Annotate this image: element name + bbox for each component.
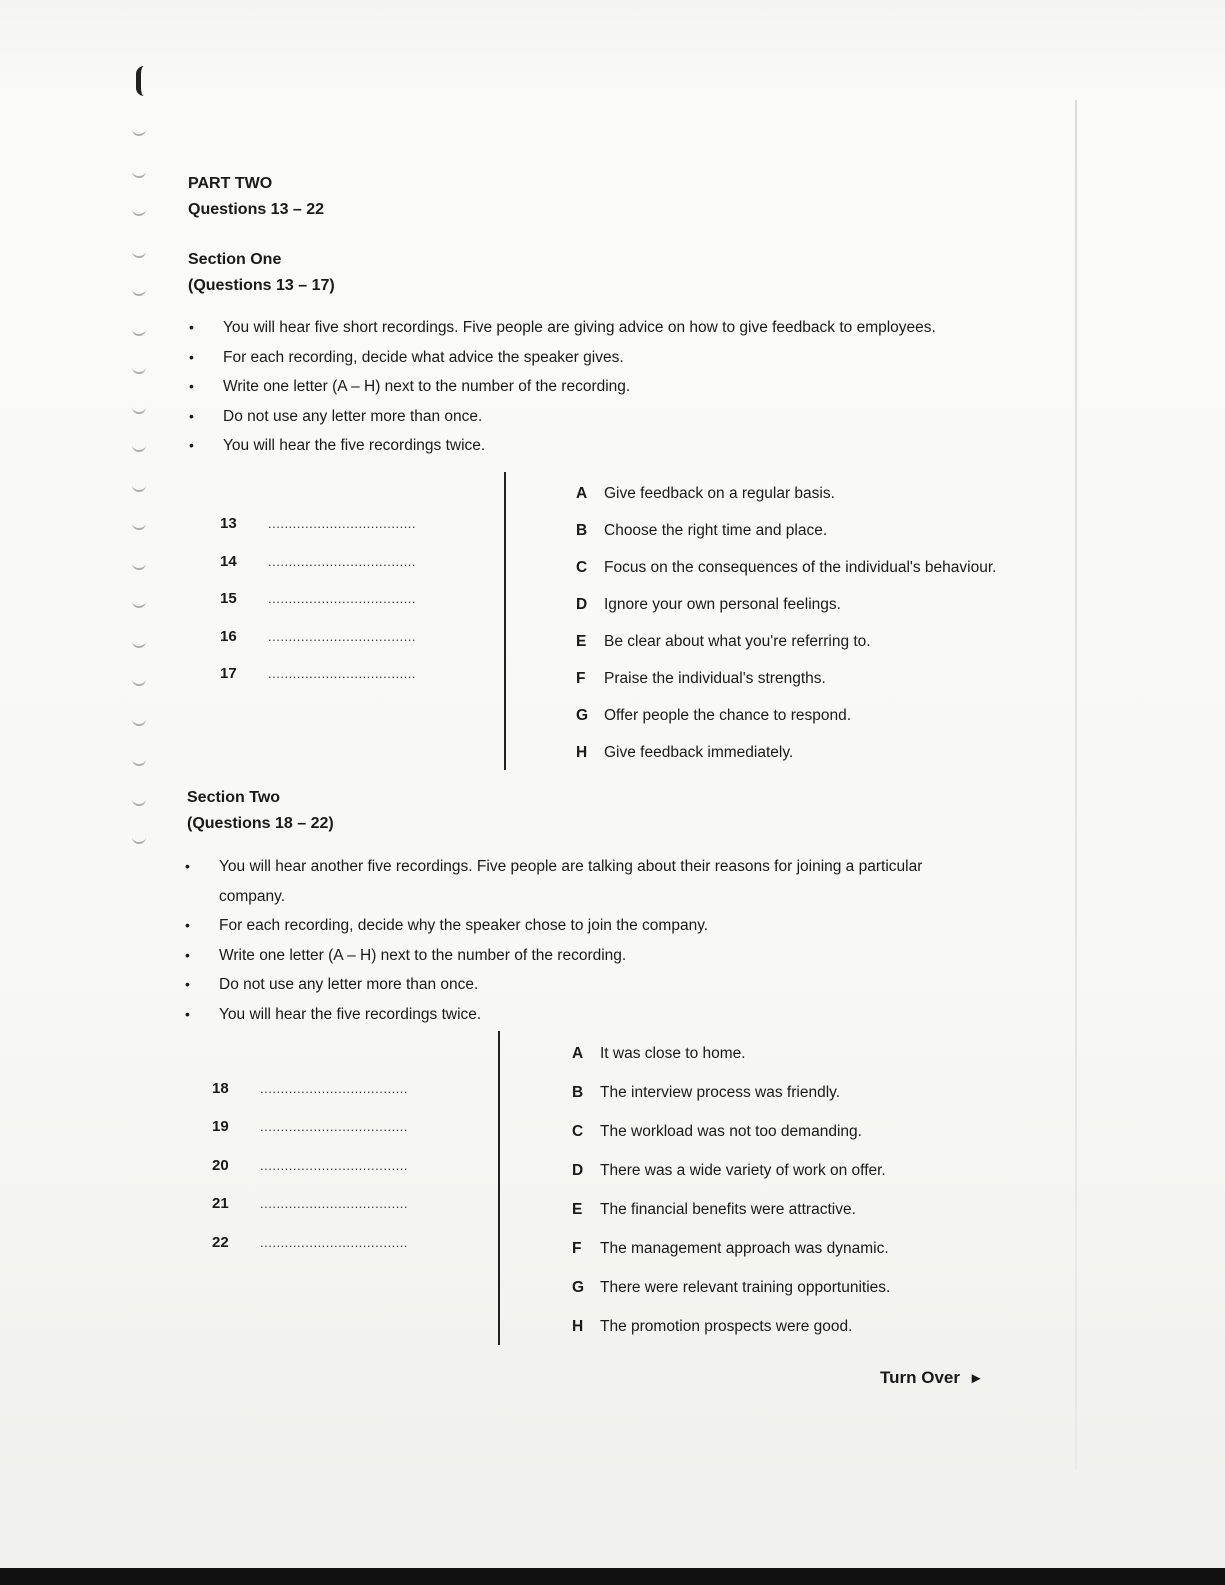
answer-row-19[interactable] (212, 1108, 408, 1147)
instruction-item: • You will hear the five recordings twice. (189, 437, 486, 454)
answer-row-22[interactable] (212, 1223, 408, 1262)
option-row: H Give feedback immediately. (576, 743, 794, 761)
question-number: 19 (212, 1118, 229, 1136)
option-row: C The workload was not too demanding. (572, 1122, 862, 1140)
instruction-item: • Do not use any letter more than once. (185, 976, 479, 993)
answer-blank[interactable]: .................................... (268, 553, 417, 569)
instruction-item: • Write one letter (A – H) next to the number of the recording. (189, 378, 631, 395)
option-row: H The promotion prospects were good. (572, 1317, 853, 1335)
answer-blank[interactable]: .................................... (268, 516, 417, 532)
instruction-item: • Do not use any letter more than once. (189, 407, 483, 425)
option-row: G Offer people the chance to respond. (576, 706, 852, 724)
column-divider (498, 1031, 500, 1345)
answer-row-18[interactable] (212, 1069, 408, 1108)
section-one-answer-list (220, 505, 416, 693)
option-row: B Choose the right time and place. (576, 521, 828, 539)
section-two-title: Section Two (187, 789, 281, 806)
answer-row-14[interactable] (220, 543, 416, 581)
answer-row-13[interactable] (220, 505, 416, 543)
play-arrow-icon: ► (968, 1370, 984, 1387)
instruction-item: • For each recording, decide why the speaker chose to join the company. (185, 917, 709, 934)
instruction-item: • You will hear the five recordings twice. (185, 1005, 482, 1023)
section-one-options (576, 475, 996, 771)
instruction-item: • Write one letter (A – H) next to the number of the recording. (185, 946, 627, 964)
turn-over-text: Turn Over (880, 1368, 960, 1387)
option-row: C Focus on the consequences of the individual's behaviour. (576, 558, 997, 576)
answer-row-20[interactable] (212, 1146, 408, 1185)
question-number: 15 (220, 590, 237, 608)
answer-blank[interactable]: .................................... (260, 1119, 409, 1135)
answer-blank[interactable]: .................................... (268, 591, 417, 607)
turn-over-label (880, 1368, 984, 1388)
section-two-instructions (185, 852, 955, 1029)
option-row: G There were relevant training opportunities. (572, 1278, 891, 1296)
section-one-questions: (Questions 13 – 17) (188, 277, 335, 294)
answer-blank[interactable]: .................................... (260, 1234, 409, 1250)
answer-row-15[interactable] (220, 580, 416, 618)
binding-marks (128, 60, 152, 880)
section-two-answer-list (212, 1069, 408, 1262)
answer-row-21[interactable] (212, 1185, 408, 1224)
answer-blank[interactable]: .................................... (260, 1196, 409, 1212)
option-row: D Ignore your own personal feelings. (576, 595, 841, 613)
answer-blank[interactable]: .................................... (260, 1080, 409, 1096)
option-row: F The management approach was dynamic. (572, 1239, 889, 1257)
option-row: F Praise the individual's strengths. (576, 669, 826, 687)
part-questions: Questions 13 – 22 (188, 201, 325, 218)
column-divider (504, 472, 506, 770)
page-edge-shadow (1075, 100, 1077, 1470)
question-number: 17 (220, 665, 237, 683)
section-one-title: Section One (188, 251, 282, 268)
instruction-item: • You will hear another five recordings. Five people are talking about their reasons for joining a particular company. (185, 858, 923, 905)
instruction-item: • You will hear five short recordings. Five people are giving advice on how to give feedback to employees. (189, 319, 936, 336)
question-number: 22 (212, 1233, 229, 1251)
question-number: 21 (212, 1195, 229, 1213)
answer-blank[interactable]: .................................... (260, 1157, 409, 1173)
question-number: 20 (212, 1156, 229, 1174)
option-row: A Give feedback on a regular basis. (576, 484, 835, 502)
instruction-item: • For each recording, decide what advice the speaker gives. (189, 348, 624, 366)
section-one-instructions (189, 313, 989, 461)
option-row: E Be clear about what you're referring to. (576, 632, 871, 650)
question-number: 18 (212, 1079, 229, 1097)
answer-blank[interactable]: .................................... (268, 628, 417, 644)
part-title: PART TWO (188, 175, 273, 192)
answer-row-16[interactable] (220, 618, 416, 656)
answer-blank[interactable]: .................................... (268, 666, 417, 682)
option-row: A It was close to home. (572, 1044, 746, 1062)
section-two-options (572, 1034, 890, 1346)
question-number: 13 (220, 515, 237, 533)
option-row: E The financial benefits were attractive. (572, 1200, 856, 1218)
question-number: 14 (220, 552, 237, 570)
section-two-questions: (Questions 18 – 22) (187, 815, 334, 832)
question-number: 16 (220, 627, 237, 645)
option-row: D There was a wide variety of work on offer. (572, 1161, 886, 1179)
option-row: B The interview process was friendly. (572, 1083, 841, 1101)
scan-bottom-border (0, 1568, 1225, 1585)
answer-row-17[interactable] (220, 655, 416, 693)
